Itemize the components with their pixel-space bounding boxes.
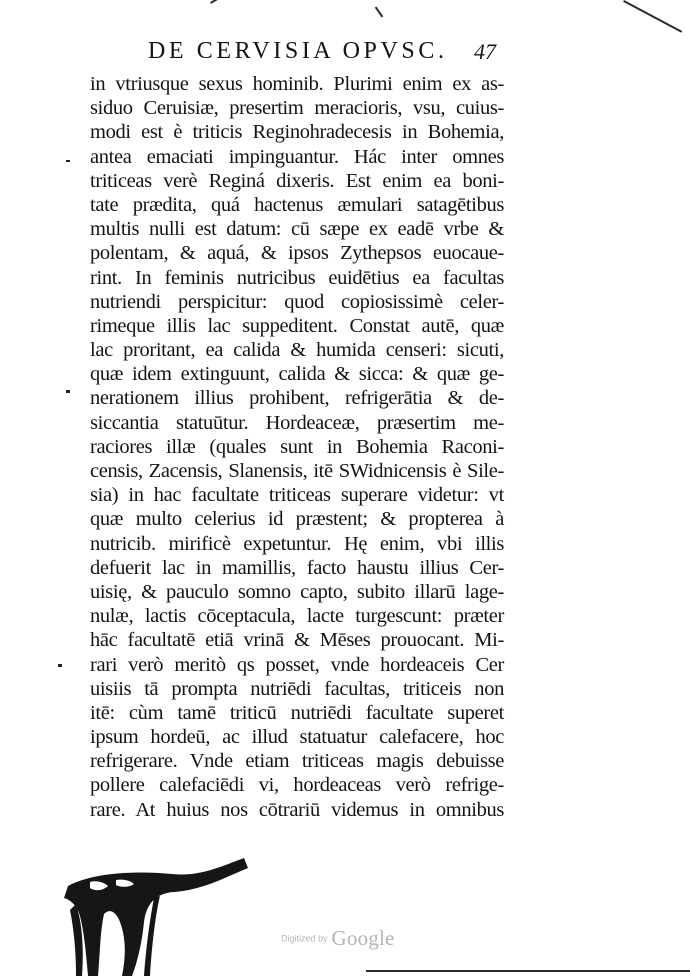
scan-artifact-top-center <box>375 7 384 18</box>
text-line: rari verò meritò qs posset, vnde hordeaceis Cer <box>90 653 504 676</box>
text-line: nutriendi perspicitur: quod copiosissimè celer- <box>90 290 504 313</box>
text-line: refrigerare. Vnde etiam triticeas magis debuisse <box>90 750 504 773</box>
margin-mark <box>66 160 70 162</box>
margin-mark <box>58 664 62 667</box>
scan-artifact-top-right <box>623 0 682 33</box>
text-line: sia) in hac facultate triticeas superare videtur: vt <box>90 484 504 507</box>
text-line: siccantia statuūtur. Hordeaceæ, præsertim me- <box>90 411 504 434</box>
margin-mark <box>66 390 70 393</box>
text-line: ipsum hordeū, ac illud statuatur calefacere, hoc <box>90 726 504 749</box>
text-line: uisię, & pauculo somno capto, subito illarū lage- <box>90 580 504 603</box>
text-line: modi est è triticis Reginohradecesis in Bohemia, <box>90 121 504 144</box>
text-line: nerationem illius prohibent, refrigerātia & de- <box>90 387 504 410</box>
text-line: rint. In feminis nutricibus euidētius ea facultas <box>90 266 504 289</box>
body-text <box>90 72 504 822</box>
text-line: quæ multo celerius id præstent; & propterea à <box>90 508 504 531</box>
running-head: DE CERVISIA OPVSC. <box>148 38 448 64</box>
text-line: tate prædita, quá hactenus æmulari satagētibus <box>90 193 504 216</box>
text-line: polentam, & aquá, & ipsos Zythepsos euocaue- <box>90 242 504 265</box>
text-line: censis, Zacensis, Slanensis, itē SWidnicensis è Sile- <box>90 460 504 482</box>
digitized-by-google-watermark <box>281 926 411 956</box>
text-line: rare. At huius nos cōtrariū videmus in omnibus <box>90 798 504 821</box>
text-line: uisiis tā prompta nutriēdi facultas, triticeis non <box>90 677 504 700</box>
text-line: multis nulli est datum: cū sæpe ex eadē vrbe & <box>90 218 504 241</box>
text-line: quæ idem extinguunt, calida & sicca: & quæ ge- <box>90 363 504 386</box>
text-line: hāc facultatē etiā vrinā & Mēses prouocant. Mi- <box>90 629 504 652</box>
text-line: rimeque illis lac suppeditent. Constat autē, quæ <box>90 314 504 337</box>
text-line: itē: cùm tamē triticū nutriēdi facultate superet <box>90 701 504 724</box>
text-line: raciores illæ (quales sunt in Bohemia Raconi- <box>90 435 504 458</box>
text-line: antea emaciati impinguantur. Hác inter omnes <box>90 145 504 168</box>
text-line: nutricib. mirificè expetuntur. Hę enim, vbi illis <box>90 532 504 555</box>
text-line: triticeas verè Reginá dixeris. Est enim ea boni- <box>90 169 504 192</box>
text-line: pollere calefaciēdi vi, hordeaceas verò refrige- <box>90 774 504 797</box>
page-number: 47 <box>474 39 496 64</box>
digitized-by-label: Digitized by <box>281 933 328 944</box>
page-header <box>148 38 508 68</box>
text-line: nulæ, lactis cōceptacula, lacte turgescunt: præter <box>90 605 504 628</box>
text-line: defuerit lac in mamillis, facto haustu illius Cer- <box>90 556 504 579</box>
scan-edge-bottom <box>366 970 690 972</box>
text-line: in vtriusque sexus hominib. Plurimi enim ex as- <box>90 73 504 95</box>
text-line: lac proritant, ea calida & humida censeri: sicuti, <box>90 339 504 362</box>
scan-artifact-top-left <box>210 0 218 4</box>
text-line: siduo Ceruisiæ, presertim meracioris, vsu, cuius- <box>90 97 504 120</box>
google-logo: Google <box>331 926 395 950</box>
ink-stain <box>60 852 250 976</box>
